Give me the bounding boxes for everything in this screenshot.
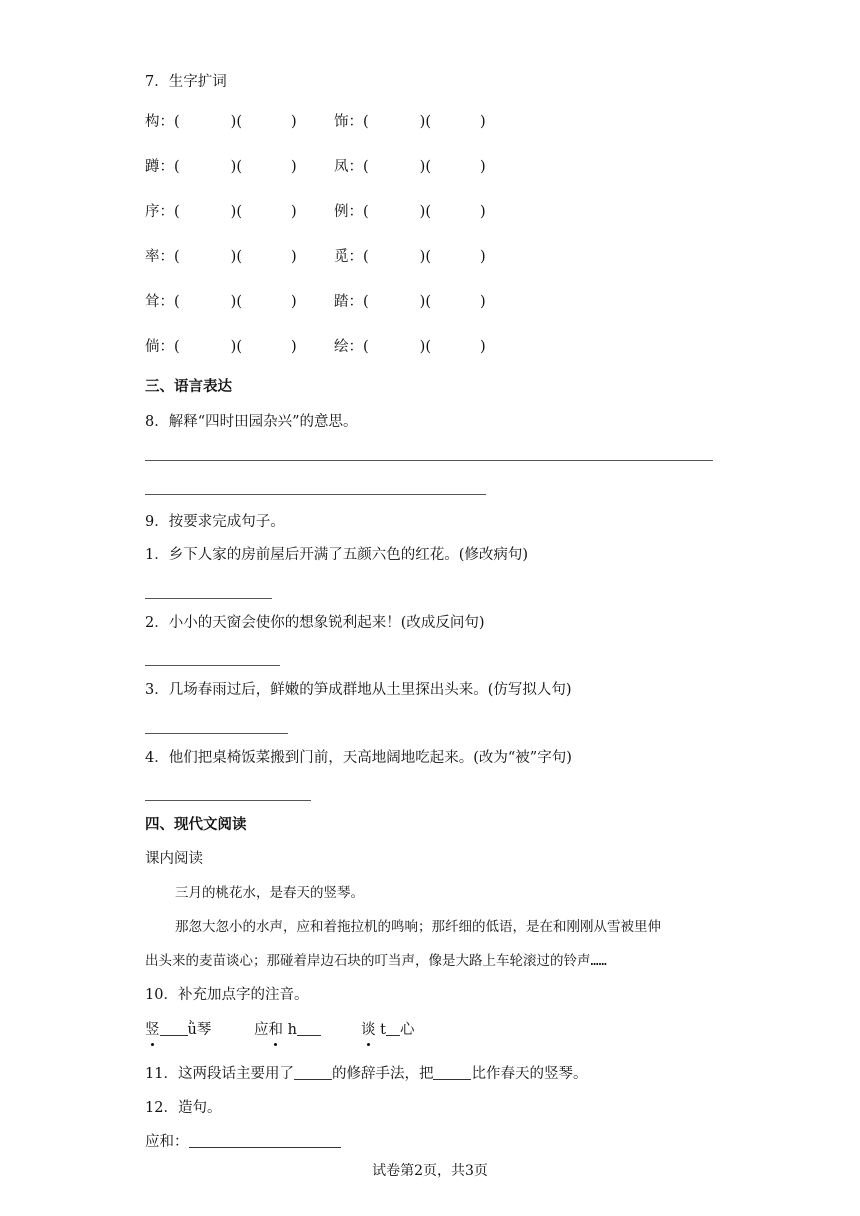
vocab-char: 耸： xyxy=(145,294,174,310)
vocab-close-paren: ) xyxy=(480,114,486,130)
vocab-mid-paren: )( xyxy=(230,249,242,265)
vocab-char: 绘： xyxy=(334,339,363,355)
q10-item-b: 应和 h xyxy=(254,1020,321,1040)
q11-blank-1[interactable] xyxy=(294,1065,332,1080)
vocab-close-paren: ) xyxy=(480,249,486,265)
section3-heading: 三、语言表达 xyxy=(145,379,232,395)
q9-prompt: 9．按要求完成句子。 xyxy=(145,514,285,530)
vocab-close-paren: ) xyxy=(480,204,486,220)
vocab-item-left xyxy=(145,157,297,177)
passage-paragraph-1: 三月的桃花水，是春天的竖琴。 xyxy=(175,885,364,901)
q9-item-3: 3．几场春雨过后，鲜嫩的笋成群地从土里探出头来。(仿写拟人句) xyxy=(145,682,572,698)
vocab-open-paren: ( xyxy=(174,294,180,310)
vocab-close-paren: ) xyxy=(291,339,297,355)
q10-item-a: 竖 ǜ琴 xyxy=(145,1022,212,1038)
vocab-close-paren: ) xyxy=(480,339,486,355)
q11-blank-2[interactable] xyxy=(433,1065,471,1080)
vocab-open-paren: ( xyxy=(363,159,369,175)
vocab-char: 饰： xyxy=(334,114,363,130)
vocab-close-paren: ) xyxy=(480,294,486,310)
vocab-char: 构： xyxy=(145,114,174,130)
vocab-mid-paren: )( xyxy=(419,204,431,220)
q9-item-2: 2．小小的天窗会使你的想象锐利起来！(改成反问句) xyxy=(145,615,485,631)
vocab-char: 踏： xyxy=(334,294,363,310)
vocab-char: 倘： xyxy=(145,339,174,355)
vocab-mid-paren: )( xyxy=(419,114,431,130)
q9-answer-line-4[interactable] xyxy=(145,800,311,801)
vocab-item-right xyxy=(334,157,486,177)
vocab-mid-paren: )( xyxy=(419,159,431,175)
pinyin-blank[interactable] xyxy=(386,1021,400,1036)
q9-item-4: 4．他们把桌椅饭菜搬到门前，天高地阔地吃起来。(改为“被”字句) xyxy=(145,750,572,766)
vocab-close-paren: ) xyxy=(291,249,297,265)
vocab-item-left xyxy=(145,337,297,357)
vocab-close-paren: ) xyxy=(480,159,486,175)
vocab-char: 例： xyxy=(334,204,363,220)
q11-prompt: 11．这两段话主要用了 的修辞手法，把 比作春天的竖琴。 xyxy=(145,1066,588,1082)
vocab-open-paren: ( xyxy=(363,204,369,220)
section4-heading: 四、现代文阅读 xyxy=(145,817,247,833)
vocab-open-paren: ( xyxy=(174,159,180,175)
vocab-close-paren: ) xyxy=(291,159,297,175)
vocab-close-paren: ) xyxy=(291,114,297,130)
page-footer: 试卷第2页，共3页 xyxy=(372,1163,488,1179)
q8-answer-line-1[interactable] xyxy=(145,460,713,461)
q12-item: 应和： xyxy=(145,1132,341,1152)
vocab-item-left xyxy=(145,112,297,132)
q9-answer-line-2[interactable] xyxy=(145,665,280,666)
q8-answer-line-2[interactable] xyxy=(145,494,486,495)
vocab-mid-paren: )( xyxy=(230,339,242,355)
vocab-open-paren: ( xyxy=(174,114,180,130)
dotted-char: 和 xyxy=(268,1022,283,1038)
vocab-mid-paren: )( xyxy=(419,294,431,310)
vocab-open-paren: ( xyxy=(363,294,369,310)
vocab-char: 觅： xyxy=(334,249,363,265)
vocab-mid-paren: )( xyxy=(230,294,242,310)
passage-paragraph-2-line-1: 那忽大忽小的水声，应和着拖拉机的鸣响；那纤细的低语，是在和刚刚从雪被里伸 xyxy=(175,919,661,935)
q9-answer-line-3[interactable] xyxy=(145,733,288,734)
vocab-item-right xyxy=(334,292,486,312)
q10-item-c: 谈 t 心 xyxy=(361,1022,415,1038)
vocab-item-right xyxy=(334,112,486,132)
vocab-mid-paren: )( xyxy=(419,249,431,265)
passage-paragraph-2-line-2: 出头来的麦苗谈心；那碰着岸边石块的叮当声，像是大路上车轮滚过的铃声…… xyxy=(145,953,607,969)
q7-title: 7．生字扩词 xyxy=(145,74,227,90)
q12-prompt: 12．造句。 xyxy=(145,1100,222,1116)
q9-answer-line-1[interactable] xyxy=(145,598,272,599)
vocab-open-paren: ( xyxy=(174,204,180,220)
vocab-item-left xyxy=(145,292,297,312)
vocab-open-paren: ( xyxy=(363,114,369,130)
vocab-item-right xyxy=(334,202,486,222)
vocab-item-right xyxy=(334,337,486,357)
vocab-mid-paren: )( xyxy=(230,204,242,220)
vocab-char: 蹲： xyxy=(145,159,174,175)
dotted-char: 谈 xyxy=(361,1022,376,1038)
vocab-item-right xyxy=(334,247,486,267)
vocab-mid-paren: )( xyxy=(419,339,431,355)
vocab-open-paren: ( xyxy=(174,249,180,265)
pinyin-blank[interactable] xyxy=(297,1021,321,1036)
vocab-mid-paren: )( xyxy=(230,114,242,130)
vocab-open-paren: ( xyxy=(174,339,180,355)
vocab-open-paren: ( xyxy=(363,339,369,355)
reading-subheading: 课内阅读 xyxy=(145,851,203,867)
vocab-item-left xyxy=(145,202,297,222)
vocab-close-paren: ) xyxy=(291,294,297,310)
vocab-item-left xyxy=(145,247,297,267)
q8-prompt: 8．解释“四时田园杂兴”的意思。 xyxy=(145,414,358,430)
vocab-open-paren: ( xyxy=(363,249,369,265)
q9-item-1: 1．乡下人家的房前屋后开满了五颜六色的红花。(修改病句) xyxy=(145,547,529,563)
q12-answer-blank[interactable] xyxy=(189,1133,341,1148)
pinyin-blank[interactable] xyxy=(160,1021,188,1036)
vocab-close-paren: ) xyxy=(291,204,297,220)
vocab-char: 凤： xyxy=(334,159,363,175)
vocab-mid-paren: )( xyxy=(230,159,242,175)
dotted-char: 竖 xyxy=(145,1022,160,1038)
q10-prompt: 10．补充加点字的注音。 xyxy=(145,987,309,1003)
vocab-char: 序： xyxy=(145,204,174,220)
vocab-char: 率： xyxy=(145,249,174,265)
